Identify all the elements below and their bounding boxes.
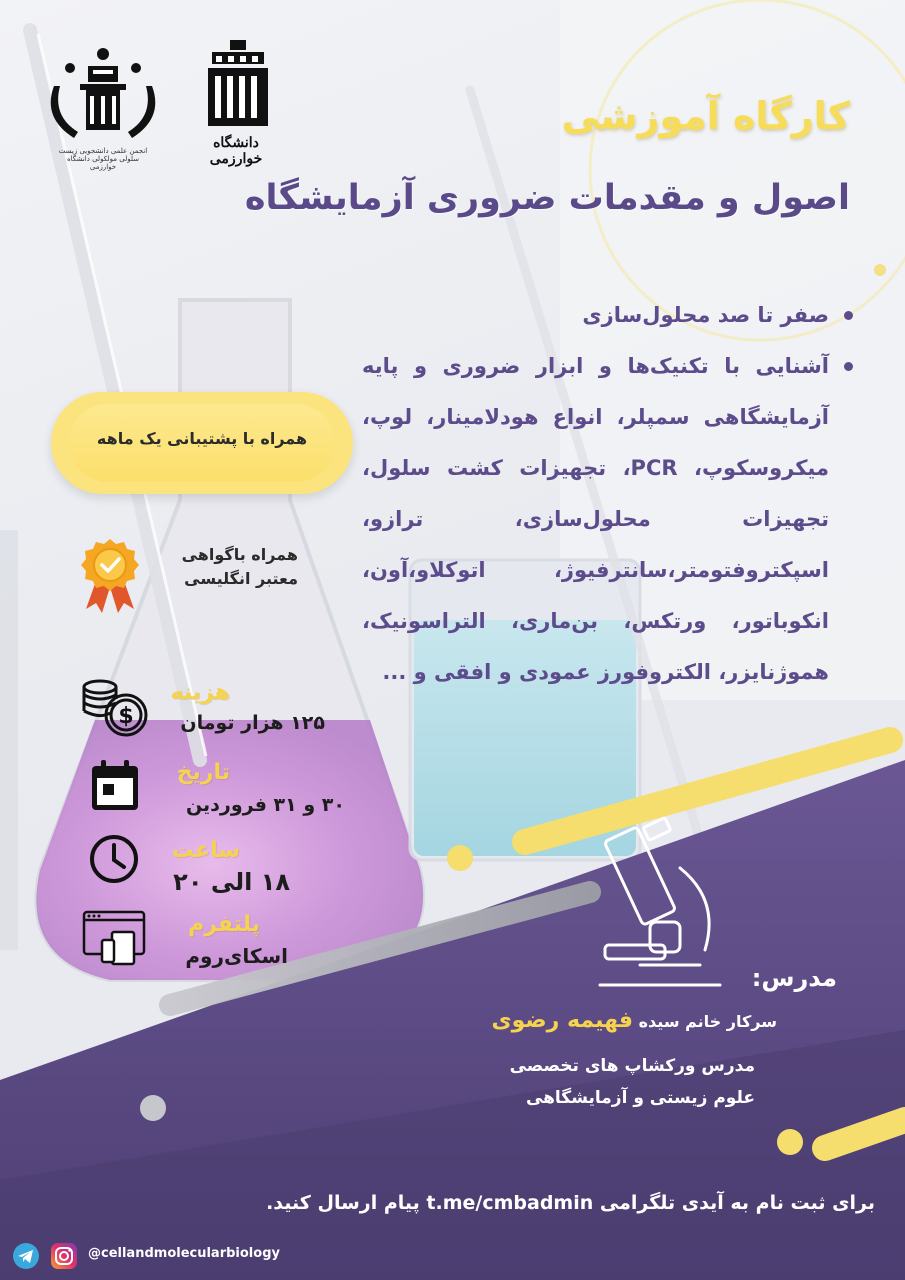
certificate-line-2: معتبر انگلیسی (184, 569, 298, 588)
instructor-desc-line-2: علوم زیستی و آزمایشگاهی (525, 1088, 755, 1108)
devices-icon (82, 910, 146, 966)
certificate-text (138, 543, 298, 591)
instructor-name-line (491, 1008, 777, 1033)
telegram-admin-link[interactable]: t.me/cmbadmin (426, 1192, 594, 1214)
topic-item: آشنایی با تکنیک‌ها و ابزار ضروری و پایه آزمایشگاهی سمپلر، انواع هودلامینار، لوپ، میکروسکوپ، PCR، تجهیزات کشت سلول، تجهیزات محلول‌سازی، ترازو، اسپکتروفتومتر،سانترفیوژ، اتوکلاو،آون، انکوباتور، ورتکس، بن‌ماری، التراسونیک، هموژنایزر، الکتروفورز عمودی و افقی و ... (362, 341, 857, 698)
instructor-name: فهیمه رضوی (491, 1008, 634, 1033)
registration-after: پیام ارسال کنید. (266, 1192, 420, 1214)
certificate-line-1: همراه باگواهی (181, 545, 298, 564)
certificate-badge-icon (80, 537, 140, 613)
calendar-icon (90, 760, 140, 812)
university-name: دانشگاه خوارزمی (209, 135, 263, 167)
clock-icon (88, 833, 140, 885)
fee-label: هزینه (170, 680, 230, 705)
association-logo-caption: انجمن علمی دانشجویی زیست سلولی مولکولی دانشگاه خوارزمی (58, 147, 148, 171)
workshop-title: اصول و مقدمات ضروری آزمایشگاه (244, 178, 850, 218)
date-label: تاریخ (176, 760, 230, 785)
topic-item: صفر تا صد محلول‌سازی (362, 290, 857, 341)
telegram-icon[interactable] (12, 1242, 40, 1270)
instructor-desc-line-1: مدرس ورکشاپ های تخصصی (509, 1056, 755, 1076)
instagram-icon[interactable] (50, 1242, 78, 1270)
platform-value: اسکای‌روم (185, 944, 288, 968)
association-logo (48, 46, 158, 146)
time-value: ۱۸ الی ۲۰ (173, 868, 290, 896)
time-label: ساعت (171, 838, 240, 863)
fee-value: ۱۲۵ هزار تومان (180, 712, 325, 734)
instructor-label: مدرس: (751, 964, 837, 992)
platform-label: پلتفرم (188, 912, 260, 937)
support-text: همراه با پشتیبانی یک ماهه (96, 429, 308, 448)
university-logo (206, 40, 270, 136)
workshop-title-label: کارگاه آموزشی (561, 94, 850, 138)
instructor-prefix: سرکار خانم سیده (638, 1012, 777, 1031)
footer-social-handle[interactable]: @cellandmolecularbiology (88, 1246, 280, 1261)
registration-text (266, 1192, 875, 1214)
coins-money-icon (80, 677, 152, 739)
registration-before: برای ثبت نام به آیدی تلگرامی (599, 1192, 875, 1214)
date-value: ۳۰ و ۳۱ فروردین (185, 794, 345, 816)
instructor-description (510, 1050, 755, 1114)
topics-list (362, 290, 857, 698)
svg-text:$: $ (118, 704, 134, 729)
